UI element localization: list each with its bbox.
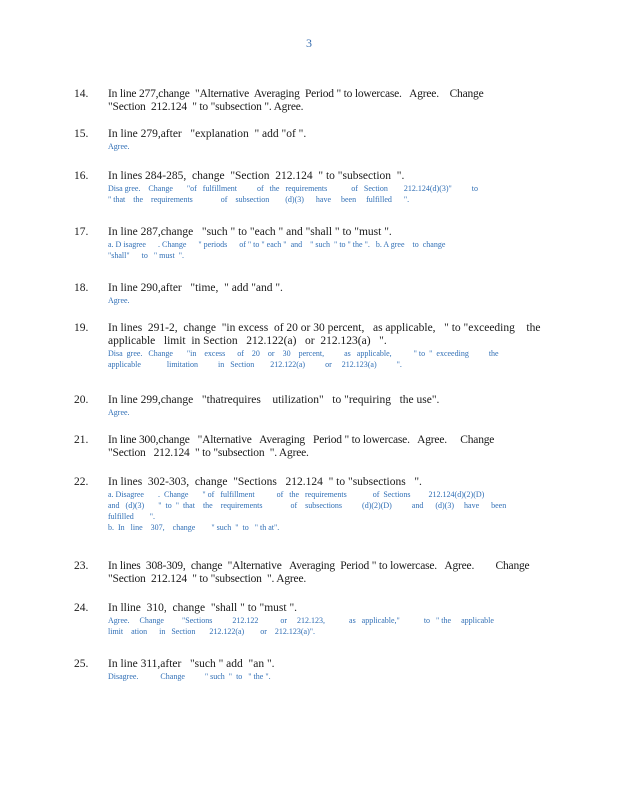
item-number: 21. [74, 434, 89, 446]
reviewer-comment: limit ation in Section 212.122(a) or 212.123(a)". [108, 627, 316, 636]
item-number: 17. [74, 226, 89, 238]
item-number: 14. [74, 88, 89, 100]
edit-instruction: "Section 212.124 " to "subsection ". Agree. [108, 447, 309, 459]
edit-instruction: In lines 302-303, change "Sections 212.124 " to "subsections ". [108, 476, 422, 488]
item-body [108, 602, 533, 637]
reviewer-comment: "shall" to " must ". [108, 251, 184, 260]
edit-instruction: In line 277,change "Alternative Averaging Period " to lowercase. Agree. Change [108, 88, 484, 100]
edit-instruction: applicable limit in Section 212.122(a) or 212.123(a) ". [108, 335, 387, 347]
reviewer-comment: Agree. [108, 142, 130, 151]
item-body [108, 128, 533, 152]
reviewer-comment: fulfilled ". [108, 512, 156, 521]
item-body [108, 476, 533, 533]
item-number: 19. [74, 322, 89, 334]
item-number: 24. [74, 602, 89, 614]
edit-instruction: In line 279,after "explanation " add "of ". [108, 128, 307, 140]
reviewer-comment: a. D isagree . Change " periods of " to " each " and " such " to " the ". b. A gree to change [108, 240, 446, 249]
item-number: 20. [74, 394, 89, 406]
reviewer-comment: Agree. [108, 408, 130, 417]
item-body [108, 394, 533, 418]
item-number: 15. [74, 128, 89, 140]
item-body [108, 88, 533, 114]
reviewer-comment: Disa gree. Change "of fulfillment of the requirements of Section 212.124(d)(3)" to [108, 184, 479, 193]
reviewer-comment: and (d)(3) " to " that the requirements of subsections (d)(2)(D) and (d)(3) have been [108, 501, 507, 510]
edit-instruction: In line 299,change "thatrequires utilization" to "requiring the use". [108, 394, 440, 406]
reviewer-comment: Agree. [108, 296, 130, 305]
page-number: 3 [306, 36, 312, 50]
reviewer-comment: " that the requirements of subsection (d)(3) have been fulfilled ". [108, 195, 410, 204]
reviewer-comment: b. In line 307, change " such " to " th at". [108, 523, 280, 532]
edit-instruction: "Section 212.124 " to "subsection ". Agree. [108, 101, 304, 113]
edit-instruction: "Section 212.124 " to "subsection ". Agree. [108, 573, 307, 585]
item-body [108, 434, 533, 460]
item-body [108, 282, 533, 306]
edit-instruction: In lines 308-309, change "Alternative Averaging Period " to lowercase. Agree. Change [108, 560, 530, 572]
edit-instruction: In lline 310, change "shall " to "must ". [108, 602, 298, 614]
item-body [108, 226, 533, 261]
reviewer-comment: a. Disagree . Change " of fulfillment of the requirements of Sections 212.124(d)(2)(D) [108, 490, 485, 499]
reviewer-comment: Disagree. Change " such " to " the ". [108, 672, 271, 681]
edit-instruction: In line 300,change "Alternative Averaging Period " to lowercase. Agree. Change [108, 434, 495, 446]
item-number: 22. [74, 476, 89, 488]
item-number: 25. [74, 658, 89, 670]
edit-instruction: In lines 291-2, change "in excess of 20 or 30 percent, as applicable, " to "exceeding the [108, 322, 541, 334]
item-number: 18. [74, 282, 89, 294]
item-body [108, 170, 533, 205]
item-number: 23. [74, 560, 89, 572]
item-number: 16. [74, 170, 89, 182]
item-body [108, 322, 541, 370]
reviewer-comment: Disa gree. Change "in excess of 20 or 30 percent, as applicable, " to " exceeding the [108, 349, 499, 358]
edit-instruction: In lines 284-285, change "Section 212.124 " to "subsection ". [108, 170, 405, 182]
item-body [108, 658, 533, 682]
reviewer-comment: Agree. Change "Sections 212.122 or 212.123, as applicable," to " the applicable [108, 616, 494, 625]
edit-instruction: In line 290,after "time, " add "and ". [108, 282, 283, 294]
item-body [108, 560, 533, 586]
reviewer-comment: applicable limitation in Section 212.122(a) or 212.123(a) ". [108, 360, 402, 369]
edit-instruction: In line 287,change "such " to "each " and "shall " to "must ". [108, 226, 392, 238]
edit-instruction: In line 311,after "such " add "an ". [108, 658, 275, 670]
